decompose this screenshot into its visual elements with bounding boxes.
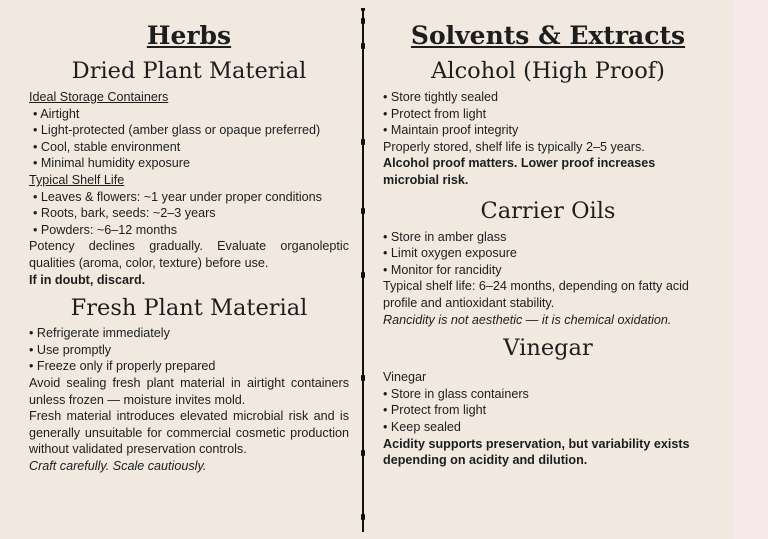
divider-dot [361,43,365,49]
alcohol-note: Properly stored, shelf life is typically 2–5 years. [383,139,645,154]
vinegar-label: Vinegar [383,370,427,385]
dried-heading: Dried Plant Material [71,58,307,84]
divider-dot [361,8,365,11]
vinegar-heading: Vinegar [503,335,593,362]
fresh-note: Avoid sealing fresh plant material in airtight containers unless frozen — moisture invites mold. [29,375,349,407]
list-item: • Minimal humidity exposure [33,156,190,171]
alcohol-heading: Alcohol (High Proof) [431,58,665,84]
list-item: • Protect from light [383,403,487,418]
list-item: • Keep sealed [383,419,461,434]
alcohol-warning: Alcohol proof matters. Lower proof increases microbial risk. [383,156,656,187]
list-item: • Airtight [33,106,80,121]
oils-closing: Rancidity is not aesthetic — it is chemical oxidation. [383,312,672,327]
fresh-closing: Craft carefully. Scale cautiously. [29,458,207,473]
list-item: • Monitor for rancidity [383,262,502,277]
dried-warning: If in doubt, discard. [29,272,146,287]
list-item: • Protect from light [383,106,487,121]
herbs-column [29,0,349,474]
oils-heading: Carrier Oils [480,197,616,224]
list-item: • Store in glass containers [383,386,529,401]
list-item: • Maintain proof integrity [383,123,519,138]
divider-dot [361,208,365,214]
solvents-column [383,0,713,469]
divider-dot [361,272,365,278]
fresh-risk-note: Fresh material introduces elevated microbial risk and is generally unsuitable for commercial cosmetic production without validated preservation controls. [29,409,349,457]
solvents-title: Solvents & Extracts [410,21,686,50]
list-item: • Store tightly sealed [383,90,499,104]
vinegar-section [383,369,713,469]
fresh-heading: Fresh Plant Material [70,295,308,322]
oils-note: Typical shelf life: 6–24 months, depending on fatty acid profile and antioxidant stability. [383,279,689,310]
vinegar-warning: Acidity supports preservation, but variability exists depending on acidity and dilution. [383,436,690,468]
divider-dot [361,514,365,520]
list-item: • Refrigerate immediately [29,326,170,341]
divider-dot [361,450,365,456]
list-item: • Light-protected (amber glass or opaque preferred) [33,123,321,138]
dried-section [29,89,349,288]
divider-dot [361,375,365,381]
list-item: • Powders: ~6–12 months [33,222,178,237]
dried-note: Potency declines gradually. Evaluate organoleptic qualities (aroma, color, texture) before use. [29,239,349,270]
list-item: • Use promptly [29,342,112,357]
divider-dot [361,18,365,24]
list-item: • Limit oxygen exposure [383,246,517,261]
alcohol-section [383,89,713,189]
shelf-life-label: Typical Shelf Life [29,172,125,187]
list-item: • Leaves & flowers: ~1 year under proper conditions [33,189,322,204]
oils-section [383,229,713,329]
list-item: • Store in amber glass [383,229,507,244]
herbs-title: Herbs [146,21,232,50]
list-item: • Roots, bark, seeds: ~2–3 years [33,206,216,221]
list-item: • Cool, stable environment [33,139,181,154]
divider-line [361,8,365,532]
storage-label: Ideal Storage Containers [29,90,169,104]
divider-dot [361,139,365,145]
list-item: • Freeze only if properly prepared [29,359,216,374]
fresh-section [29,325,349,474]
